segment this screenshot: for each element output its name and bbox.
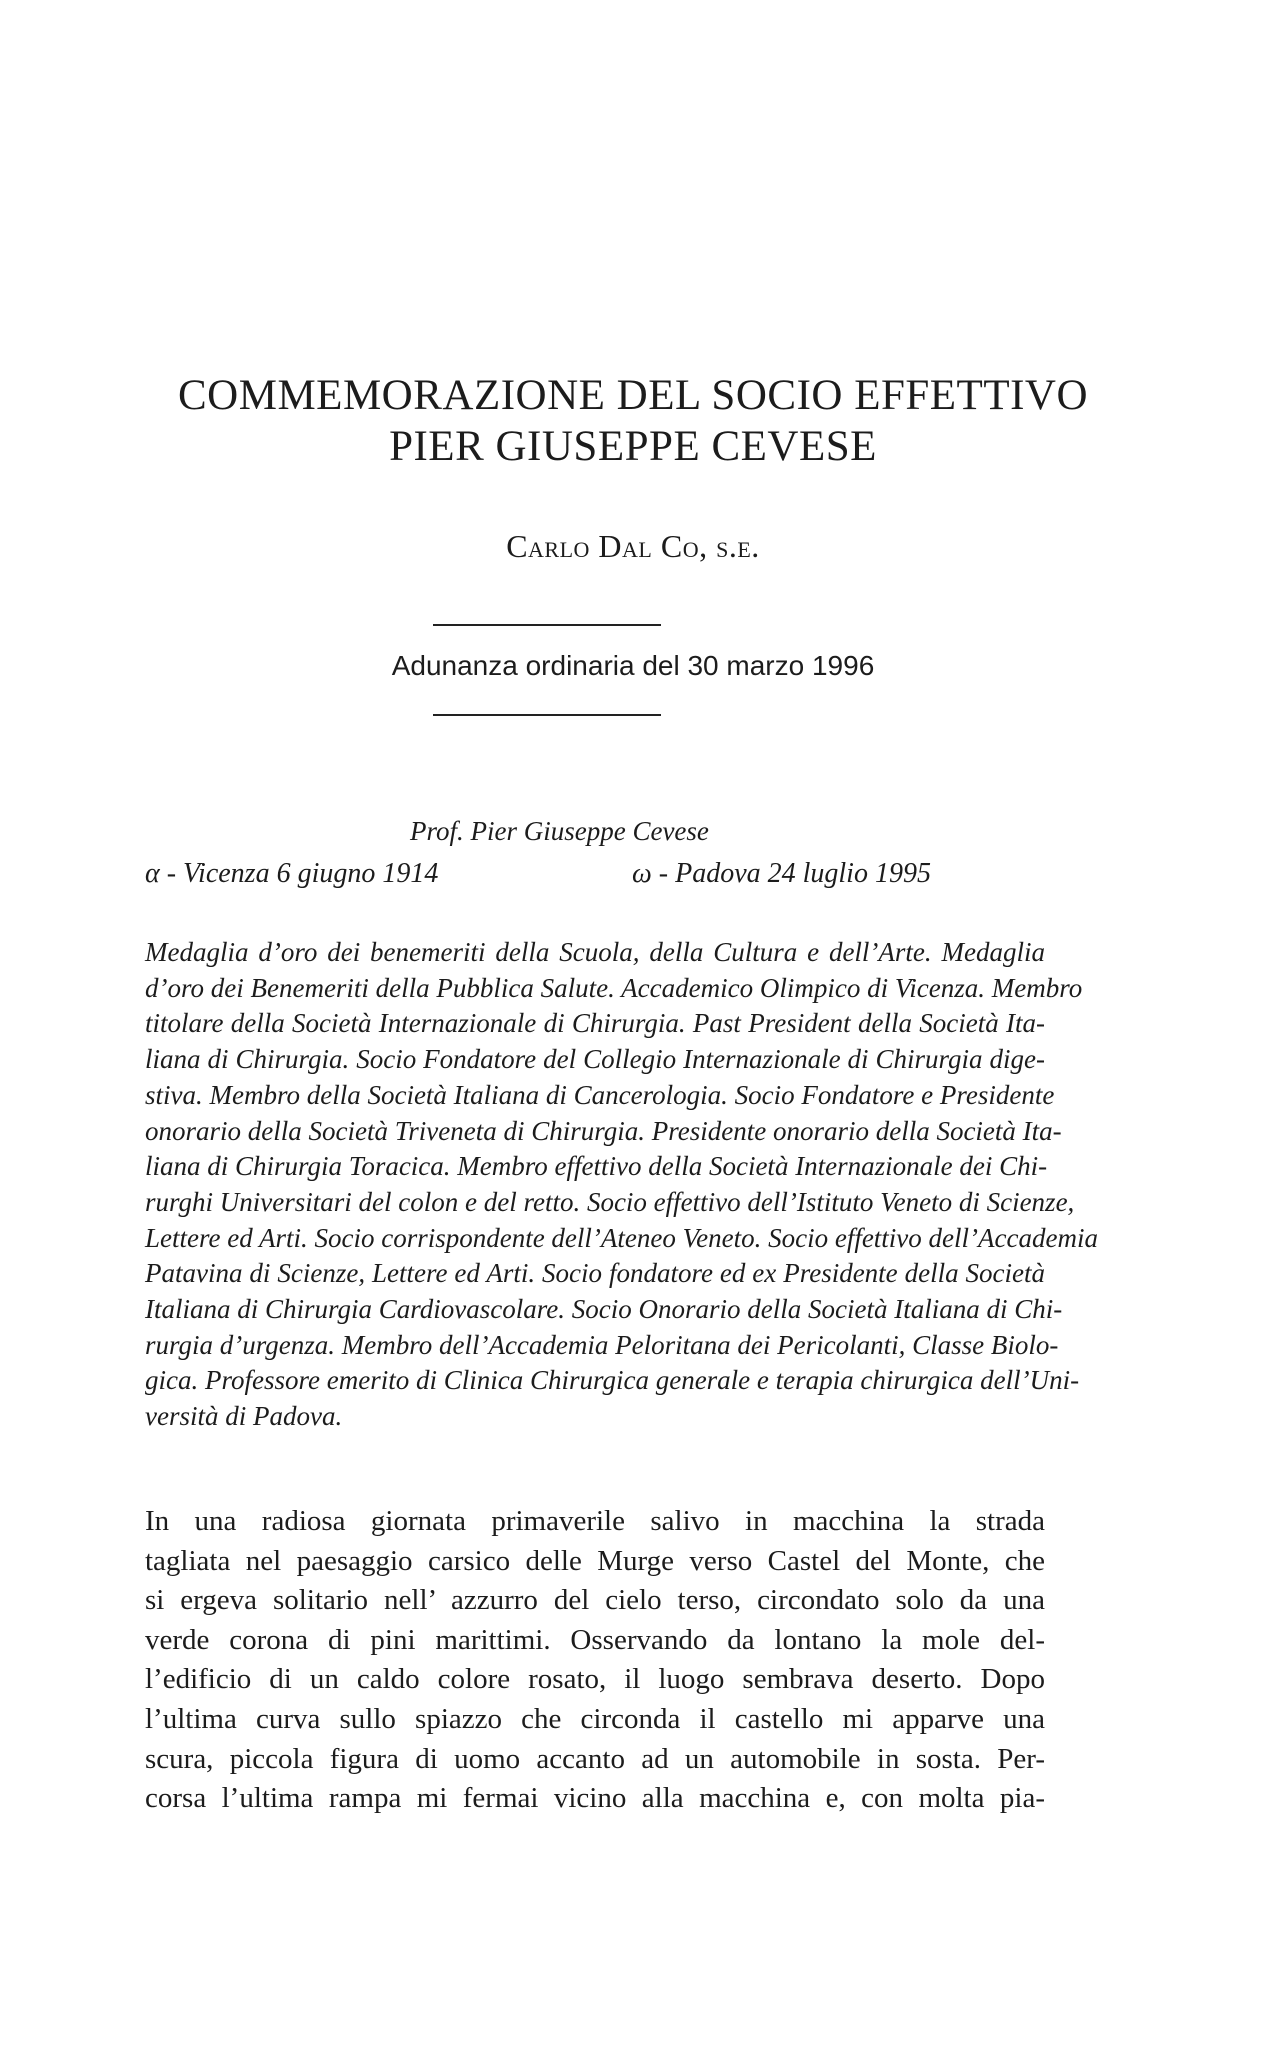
honors-line: onorario della Società Triveneta di Chirurgia. Presidente onorario della Società Ita- [145, 1115, 1062, 1146]
body-line: si ergeva solitario nell’ azzurro del cielo terso, circondato solo da una [145, 1584, 1045, 1617]
body-line: l’ultima curva sullo spiazzo che circonda il castello mi apparve una [145, 1702, 1045, 1735]
honors-line: d’oro dei Benemeriti della Pubblica Salute. Accademico Olimpico di Vicenza. Membro [145, 972, 1083, 1003]
subject-died: ω - Padova 24 luglio 1995 [632, 858, 931, 889]
honors-line: gica. Professore emerito di Clinica Chirurgica generale e terapia chirurgica dell’Uni- [145, 1365, 1080, 1396]
title-line-2: PIER GIUSEPPE CEVESE [389, 423, 877, 470]
title-line-1: COMMEMORAZIONE DEL SOCIO EFFETTIVO [177, 372, 1089, 419]
meeting-line: Adunanza ordinaria del 30 marzo 1996 [391, 650, 875, 681]
body-line: tagliata nel paesaggio carsico delle Murge verso Castel del Monte, che [145, 1544, 1045, 1577]
body-line: scura, piccola figura di uomo accanto ad un automobile in sosta. Per- [145, 1742, 1045, 1775]
subject-name: Prof. Pier Giuseppe Cevese [410, 816, 709, 846]
honors-line: Medaglia d’oro dei benemeriti della Scuola, della Cultura e dell’Arte. Medaglia [145, 937, 1045, 967]
honors-line: stiva. Membro della Società Italiana di Cancerologia. Socio Fondatore e Presidente [145, 1079, 1055, 1110]
body-line: In una radiosa giornata primaverile salivo in macchina la strada [145, 1505, 1045, 1537]
body-line: l’edificio di un caldo colore rosato, il luogo sembrava deserto. Dopo [145, 1663, 1045, 1696]
subject-born: α - Vicenza 6 giugno 1914 [145, 858, 439, 889]
divider-bottom [433, 714, 661, 716]
body-line: verde corona di pini marittimi. Osservando da lontano la mole del- [145, 1623, 1045, 1656]
author: Carlo Dal Co, s.e. [506, 528, 760, 564]
honors-line: versità di Padova. [145, 1401, 343, 1432]
honors-line: Lettere ed Arti. Socio corrispondente dell’Ateneo Veneto. Socio effettivo dell’Accademia [145, 1222, 1098, 1253]
honors-line: rurgia d’urgenza. Membro dell’Accademia Peloritana dei Pericolanti, Classe Biolo- [145, 1329, 1059, 1360]
honors-line: rurghi Universitari del colon e del retto. Socio effettivo dell’Istituto Veneto di Scienze, [145, 1186, 1075, 1217]
body-paragraph [145, 1502, 1045, 1819]
body-line: corsa l’ultima rampa mi fermai vicino alla macchina e, con molta pia- [145, 1782, 1045, 1815]
honors-line: Patavina di Scienze, Lettere ed Arti. Socio fondatore ed ex Presidente della Società [145, 1258, 1045, 1289]
honors-paragraph [145, 935, 1098, 1435]
honors-line: liana di Chirurgia. Socio Fondatore del Collegio Internazionale di Chirurgia dige- [145, 1044, 1045, 1075]
honors-line: titolare della Società Internazionale di Chirurgia. Past President della Società Ita- [145, 1008, 1045, 1039]
honors-line: Italiana di Chirurgia Cardiovascolare. Socio Onorario della Società Italiana di Chi- [145, 1294, 1063, 1325]
divider-top [433, 624, 661, 626]
honors-line: liana di Chirurgia Toracica. Membro effettivo della Società Internazionale dei Chi- [145, 1151, 1048, 1182]
